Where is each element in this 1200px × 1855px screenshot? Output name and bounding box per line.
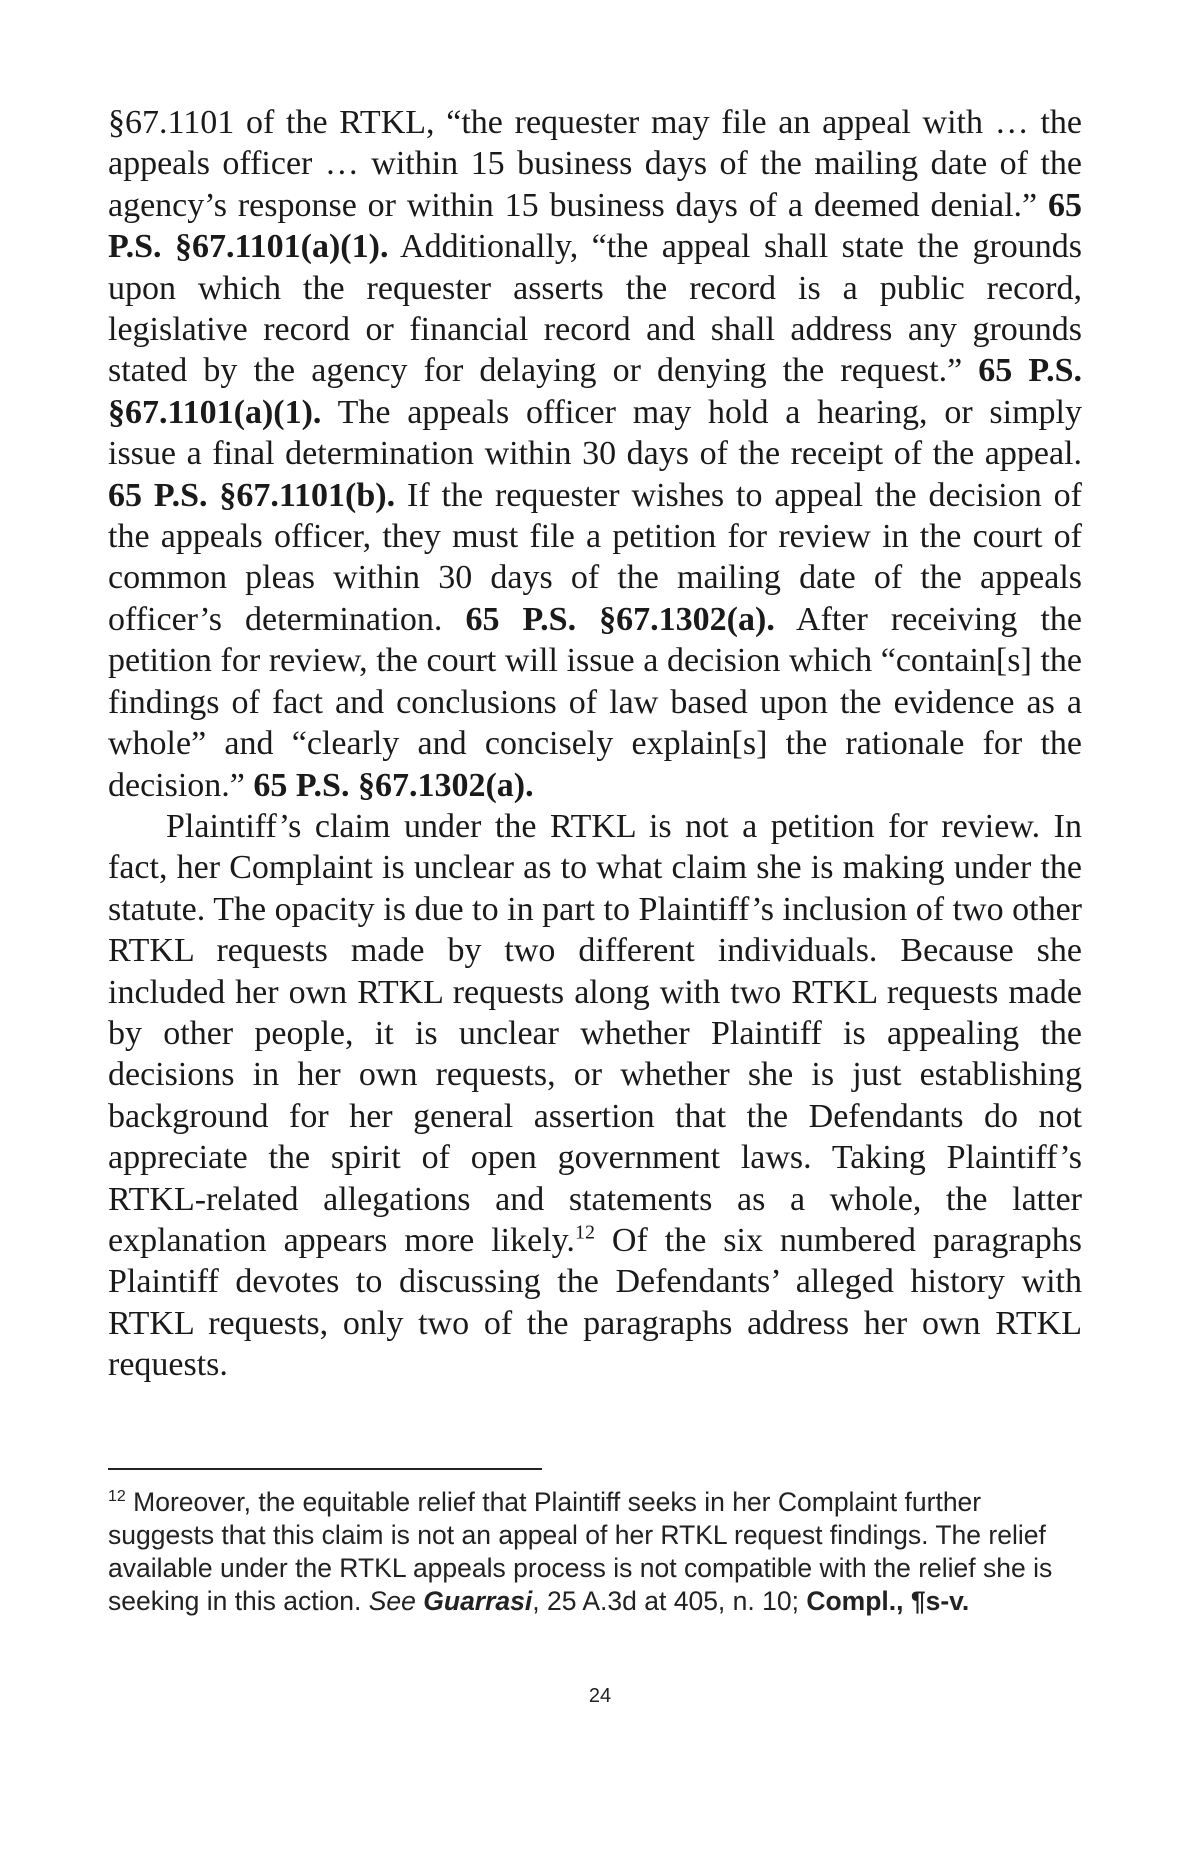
body-text [108, 102, 1082, 1386]
citation-2: 65 P.S. §67.1101(a)(1). [108, 352, 1082, 431]
footnote-see-signal: See [368, 1586, 416, 1616]
citation-3: 65 P.S. §67.1101(b). [108, 476, 396, 514]
citation-5: 65 P.S. §67.1302(a). [253, 766, 534, 804]
p2-text-2: Of the six numbered paragraphs Plaintiff devotes to discussing the Defendants’ alleged history with RTKL requests, only two of the paragraphs address her own RTKL requests. [108, 1221, 1082, 1384]
p1-text-1: §67.1101 of the RTKL, “the requester may file an appeal with … the appeals officer … within 15 business days of the mailing date of the agency’s response or within 15 business days of a deemed denial.” [108, 104, 1082, 224]
footnote-text-2: , 25 A.3d at 405, n. 10; [532, 1586, 807, 1616]
footnote-number: 12 [108, 1488, 126, 1506]
p1-text-2: Additionally, “the appeal shall state the grounds upon which the requester asserts the record is a public record, legislative record or financial record and shall address any grounds stated by the agency for delaying or denying the request.” [108, 228, 1082, 390]
paragraph-1 [108, 102, 1082, 806]
paragraph-2 [108, 806, 1082, 1386]
citation-4: 65 P.S. §67.1302(a). [465, 600, 775, 638]
footnote-divider [108, 1468, 542, 1470]
p1-text-4: If the requester wishes to appeal the decision of the appeals officer, they must file a petition for review in the court of common pleas within 30 days of the mailing date of the appeals officer’s determination. [108, 476, 1082, 638]
page-number: 24 [588, 1685, 612, 1707]
footnote-reference: 12 [574, 1221, 595, 1244]
footnote-12 [108, 1486, 1082, 1618]
p1-text-5: After receiving the petition for review, the court will issue a decision which “contain[s] the findings of fact and conclusions of law based upon the evidence as a whole” and “clearly and concisely explain[s] the rationale for the decision.” [108, 600, 1082, 804]
footnote-complaint-cite: Compl., ¶s-v. [806, 1586, 970, 1616]
p2-text-1: Plaintiff’s claim under the RTKL is not a petition for review. In fact, her Complaint is unclear as to what claim she is making under the statute. The opacity is due to in part to Plaintiff’s inclusion of two other RTKL requests made by two different individuals. Because she included her own RTKL requests along with two RTKL requests made by other people, it is unclear whether Plaintiff is appealing the decisions in her own requests, or whether she is just establishing background for her general assertion that the Defendants do not appreciate the spirit of open government laws. Taking Plaintiff’s RTKL-related allegations and statements as a whole, the latter explanation appears more likely. [108, 807, 1082, 1259]
p1-text-3: The appeals officer may hold a hearing, or simply issue a final determination within 30 days of the receipt of the appeal. [108, 393, 1082, 473]
footnote-case-name: Guarrasi [423, 1586, 533, 1616]
citation-1: 65 P.S. §67.1101(a)(1). [108, 186, 1082, 266]
footnote-text-1: Moreover, the equitable relief that Plaintiff seeks in her Complaint further suggests that this claim is not an appeal of her RTKL request findings. The relief available under the RTKL appeals process is not compatible with the relief she is seeking in this action. [108, 1487, 1053, 1616]
